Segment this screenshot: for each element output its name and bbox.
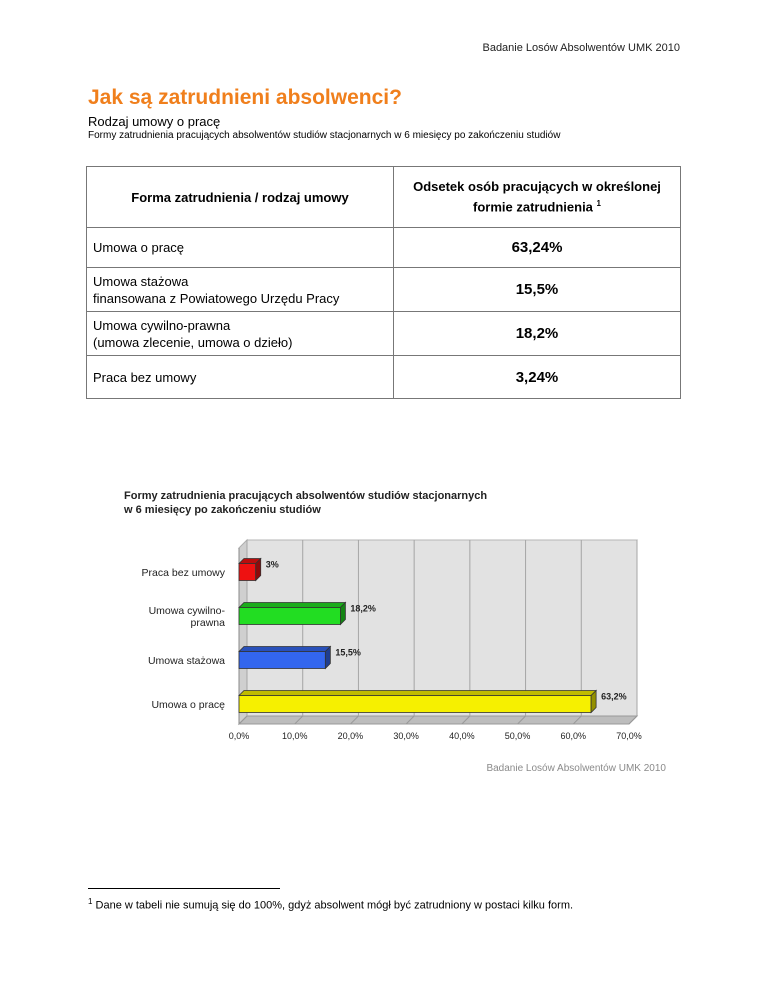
col-header-form: Forma zatrudnienia / rodzaj umowy	[87, 167, 394, 228]
bar-chart	[110, 486, 670, 776]
row-label	[87, 312, 394, 356]
table-header-row	[87, 167, 681, 228]
table-caption: Formy zatrudnienia pracujących absolwentów studiów stacjonarnych w 6 miesięcy po zakończeniu studiów	[88, 130, 561, 141]
col-header-percent-text: Odsetek osób pracujących w określonej formie zatrudnienia	[413, 179, 661, 215]
bar	[239, 696, 591, 713]
category-label: prawna	[190, 617, 225, 629]
row-label-line1: Umowa o pracę	[93, 240, 185, 255]
row-label-line1: Umowa cywilno-prawna	[93, 317, 231, 333]
row-label-line2: finansowana z Powiatowego Urzędu Pracy	[93, 290, 340, 306]
bar	[239, 564, 256, 581]
footnote-mark: 1	[88, 897, 93, 906]
table-row	[87, 312, 681, 356]
chart-title-line: w 6 miesięcy po zakończeniu studiów	[124, 504, 321, 516]
bar-top-face	[239, 647, 330, 652]
row-label-line2: (umowa zlecenie, umowa o dzieło)	[93, 334, 293, 350]
row-label-line1: Praca bez umowy	[93, 369, 197, 385]
x-tick-label: 50,0%	[504, 731, 531, 741]
bar-data-label: 18,2%	[350, 603, 376, 614]
bar	[239, 652, 325, 669]
x-tick-label: 10,0%	[281, 731, 308, 741]
bar-data-label: 15,5%	[335, 647, 361, 658]
category-label: Umowa cywilno-	[148, 605, 225, 617]
bar-top-face	[239, 603, 345, 608]
chart-title-line: Formy zatrudnienia pracujących absolwentów studiów stacjonarnych	[124, 490, 488, 502]
category-label: Praca bez umowy	[141, 567, 225, 579]
footnote	[88, 897, 573, 912]
footnote-text: Dane w tabeli nie sumują się do 100%, gdyż absolwent mógł być zatrudniony w postaci kilku form.	[95, 899, 574, 912]
x-tick-label: 20,0%	[337, 731, 364, 741]
x-tick-label: 70,0%	[616, 731, 642, 741]
row-label-line1: Umowa stażowa	[93, 273, 189, 289]
col-header-percent	[394, 167, 681, 228]
row-value: 15,5%	[394, 268, 681, 312]
bar	[239, 608, 340, 625]
x-tick-label: 60,0%	[560, 731, 587, 741]
row-label	[87, 356, 394, 399]
footnote-divider	[88, 888, 280, 889]
row-label	[87, 268, 394, 312]
chart-container	[110, 486, 670, 776]
table-row	[87, 268, 681, 312]
table-row	[87, 228, 681, 268]
chart-watermark: Badanie Losów Absolwentów UMK 2010	[486, 763, 666, 774]
running-header: Badanie Losów Absolwentów UMK 2010	[482, 42, 680, 54]
x-tick-label: 0,0%	[228, 731, 250, 741]
employment-table	[86, 166, 681, 399]
x-tick-label: 40,0%	[449, 731, 475, 741]
bar-data-label: 3%	[265, 559, 279, 570]
page-title: Jak są zatrudnieni absolwenci?	[88, 86, 402, 109]
footnote-ref: 1	[596, 199, 601, 209]
row-value: 18,2%	[394, 312, 681, 356]
row-value: 63,24%	[394, 228, 681, 268]
category-label: Umowa stażowa	[147, 655, 225, 667]
table-row	[87, 356, 681, 399]
row-label	[87, 228, 394, 268]
plot-back-wall	[247, 540, 637, 716]
row-value: 3,24%	[394, 356, 681, 399]
bar-data-label: 63,2%	[601, 691, 627, 702]
bar-top-face	[239, 691, 596, 696]
category-label: Umowa o pracę	[151, 699, 225, 711]
x-tick-label: 30,0%	[393, 731, 419, 741]
section-subtitle: Rodzaj umowy o pracę	[88, 114, 221, 129]
